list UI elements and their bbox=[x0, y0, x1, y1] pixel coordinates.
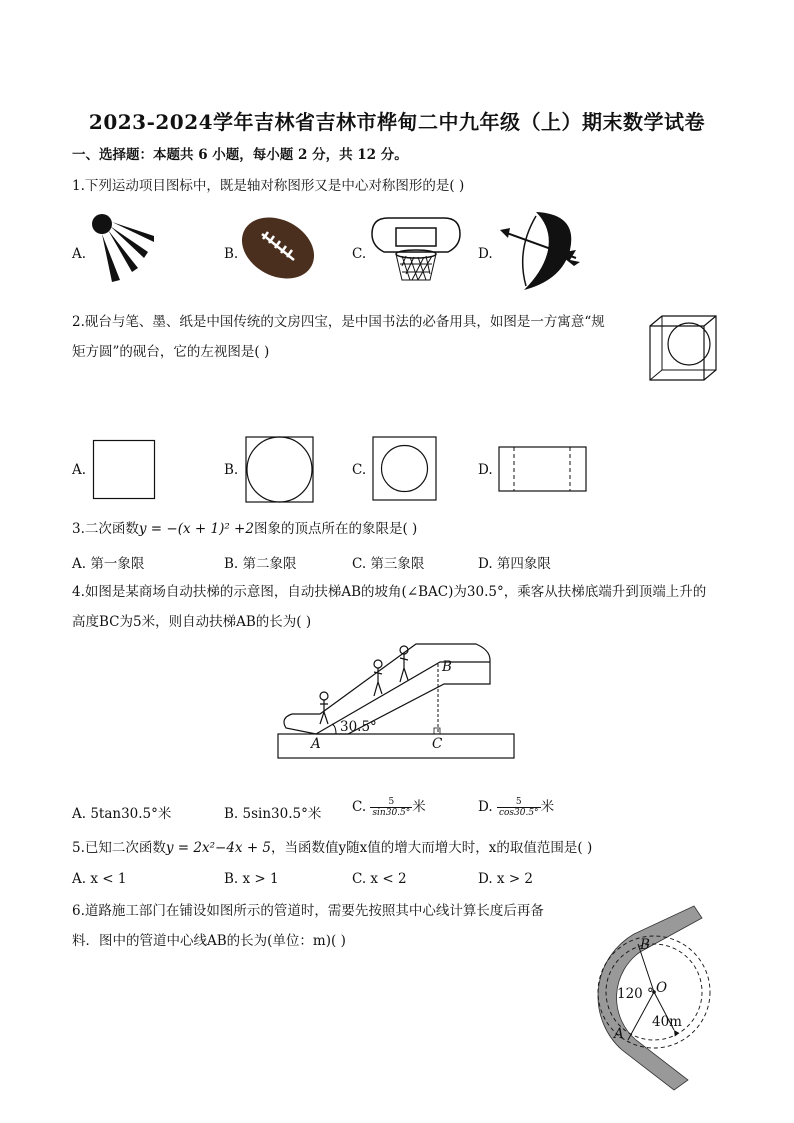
q2-label-a: A. bbox=[72, 462, 87, 478]
q6-figure-label-a: A bbox=[614, 1026, 624, 1042]
q4-figure-angle-label: 30.5° bbox=[340, 719, 377, 735]
q4-option-a: A. 5tan30.5°米 bbox=[72, 806, 172, 822]
q3-stem: 3.二次函数y = −(x + 1)² +2图象的顶点所在的象限是( ) bbox=[72, 521, 418, 537]
q1-stem: 1.下列运动项目图标中，既是轴对称图形又是中心对称图形的是( ) bbox=[72, 178, 465, 194]
q1-label-b: B. bbox=[224, 246, 239, 262]
q4-figure-label-a: A bbox=[311, 736, 321, 752]
q5-formula: y = 2x²−4x + 5 bbox=[165, 840, 272, 856]
q3-option-d: D. 第四象限 bbox=[478, 556, 551, 572]
football-icon bbox=[240, 214, 318, 284]
pipe-figure bbox=[592, 904, 716, 1084]
q5-option-d: D. x > 2 bbox=[478, 871, 534, 887]
q6-stem-line2: 料．图中的管道中心线AB的长为(单位：m)( ) bbox=[72, 933, 346, 949]
section-heading: 一、选择题：本题共 6 小题，每小题 2 分，共 12 分。 bbox=[72, 147, 408, 163]
q2-option-d-figure bbox=[498, 446, 588, 492]
q1-label-a: A. bbox=[72, 246, 87, 262]
q5-option-b: B. x > 1 bbox=[224, 871, 279, 887]
badminton-icon bbox=[88, 212, 158, 288]
q4-figure-label-c: C bbox=[432, 736, 443, 752]
q3-formula: y = −(x + 1)² +2 bbox=[138, 521, 254, 537]
q6-figure-label-o: O bbox=[656, 980, 668, 996]
q2-option-b-figure bbox=[245, 436, 315, 504]
q2-stem-line2: 矩方圆”的砚台，它的左视图是( ) bbox=[72, 344, 270, 360]
q4-option-d: D. $\frac{5}{\cos 30.5^\circ}$ 米 bbox=[478, 796, 555, 818]
q4-option-b: B. 5sin30.5°米 bbox=[224, 806, 322, 822]
q3-option-c: C. 第三象限 bbox=[352, 556, 425, 572]
q6-figure-radius-label: 40m bbox=[652, 1014, 682, 1030]
q5-stem: 5.已知二次函数y = 2x²−4x + 5，当函数值y随x值的增大而增大时，x的取值范围是( ) bbox=[72, 840, 593, 856]
inkstone-figure bbox=[650, 314, 722, 384]
q6-stem-line1: 6.道路施工部门在铺设如图所示的管道时，需要先按照其中心线计算长度后再备 bbox=[72, 903, 544, 919]
q2-option-c-figure bbox=[372, 436, 438, 502]
q4-stem-line1: 4.如图是某商场自动扶梯的示意图，自动扶梯AB的坡角(∠BAC)为30.5°，乘客从扶梯底端升到顶端上升的 bbox=[72, 584, 707, 600]
q5-option-a: A. x < 1 bbox=[72, 871, 127, 887]
q3-option-a: A. 第一象限 bbox=[72, 556, 145, 572]
bow-arrow-icon bbox=[500, 210, 580, 292]
q2-label-d: D. bbox=[478, 462, 493, 478]
q6-figure-label-b: B bbox=[640, 937, 650, 953]
q5-option-c: C. x < 2 bbox=[352, 871, 407, 887]
q2-label-c: C. bbox=[352, 462, 367, 478]
q6-figure-angle-label: 120 ° bbox=[617, 986, 654, 1002]
q2-label-b: B. bbox=[224, 462, 239, 478]
q1-label-c: C. bbox=[352, 246, 367, 262]
q1-label-d: D. bbox=[478, 246, 493, 262]
q4-figure-label-b: B bbox=[442, 659, 452, 675]
q4-option-c: C. $\frac{5}{\sin 30.5^\circ}$ 米 bbox=[352, 796, 426, 818]
q2-option-a-figure bbox=[93, 440, 155, 500]
basketball-hoop-icon bbox=[368, 216, 464, 288]
q3-option-b: B. 第二象限 bbox=[224, 556, 297, 572]
q4-stem-line2: 高度BC为5米，则自动扶梯AB的长为( ) bbox=[72, 614, 312, 630]
q2-stem-line1: 2.砚台与笔、墨、纸是中国传统的文房四宝，是中国书法的必备用具，如图是一方寓意“规 bbox=[72, 314, 605, 330]
page-title: 2023-2024学年吉林省吉林市桦甸二中九年级（上）期末数学试卷 bbox=[88, 110, 706, 134]
